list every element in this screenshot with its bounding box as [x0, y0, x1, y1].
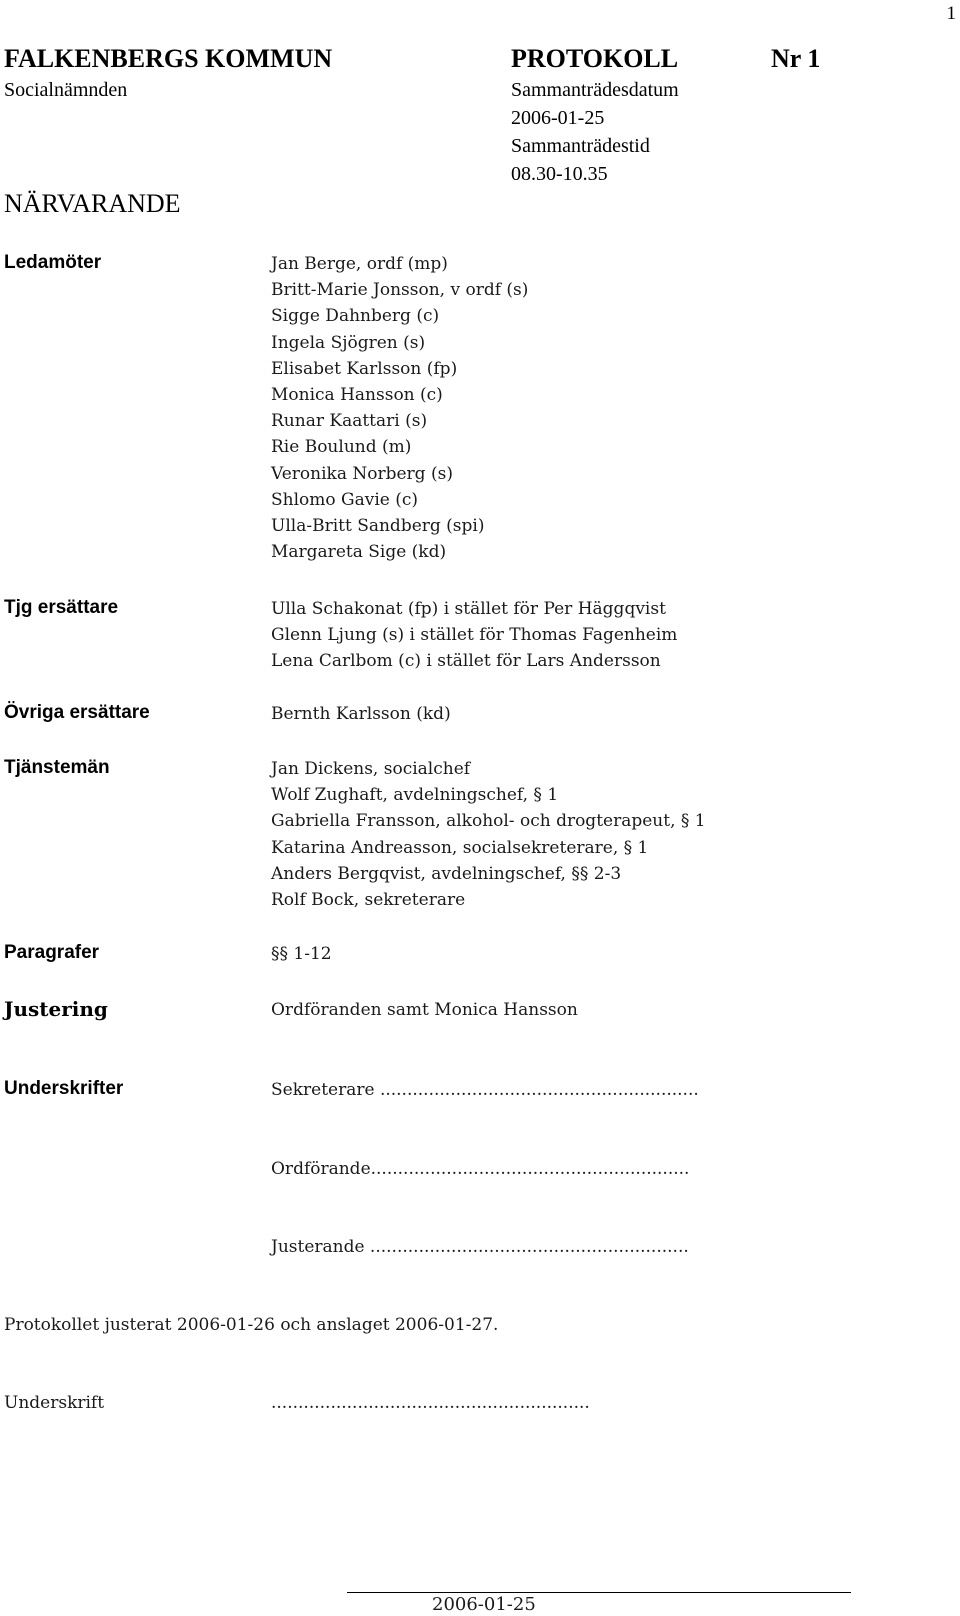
- list-item: Bernth Karlsson (kd): [271, 704, 451, 724]
- members-list: [271, 251, 528, 565]
- list-item: Britt-Marie Jonsson, v ordf (s): [271, 280, 529, 301]
- list-item: Wolf Zughaft, avdelningschef, § 1: [271, 785, 559, 806]
- paragraphs-value: §§ 1-12: [271, 944, 332, 964]
- meeting-date-value: 2006-01-25: [511, 107, 605, 129]
- list-item: Ingela Sjögren (s): [271, 332, 426, 353]
- list-item: Rolf Bock, sekreterare: [271, 889, 466, 910]
- list-item: Elisabet Karlsson (fp): [271, 358, 458, 379]
- substitutes-serving-list: [271, 596, 677, 675]
- list-item: Jan Dickens, socialchef: [271, 759, 471, 779]
- list-item: Glenn Ljung (s) i stället för Thomas Fagenheim: [271, 625, 678, 646]
- list-item: Gabriella Fransson, alkohol- och drogterapeut, § 1: [271, 811, 706, 832]
- list-item: Margareta Sige (kd): [271, 542, 447, 563]
- list-item: Runar Kaattari (s): [271, 411, 428, 432]
- substitutes-serving-label: Tjg ersättare: [4, 597, 119, 618]
- list-item: Veronika Norberg (s): [271, 463, 453, 484]
- municipality-title: FALKENBERGS KOMMUN: [4, 44, 333, 73]
- secretary-signature-line: Sekreterare ...........................................................: [271, 1080, 699, 1100]
- paragraphs-label: Paragrafer: [4, 942, 100, 963]
- list-item: Sigge Dahnberg (c): [271, 306, 440, 327]
- list-item: Anders Bergqvist, avdelningschef, §§ 2-3: [271, 863, 622, 884]
- adjusted-notice: Protokollet justerat 2006-01-26 och anslaget 2006-01-27.: [4, 1315, 499, 1335]
- other-substitutes-label: Övriga ersättare: [4, 702, 150, 723]
- list-item: Jan Berge, ordf (mp): [271, 254, 448, 274]
- list-item: Monica Hansson (c): [271, 384, 443, 405]
- list-item: Ulla Schakonat (fp) i stället för Per Häggqvist: [271, 599, 666, 619]
- signature-label: Underskrift: [4, 1393, 105, 1413]
- chair-signature-line: Ordförande...........................................................: [271, 1159, 690, 1179]
- adjustment-value: Ordföranden samt Monica Hansson: [271, 1000, 578, 1020]
- list-item: Rie Boulund (m): [271, 437, 412, 458]
- document-number: Nr 1: [771, 44, 821, 73]
- footer-rule: [347, 1592, 851, 1593]
- adjuster-signature-line: Justerande ...........................................................: [271, 1237, 689, 1257]
- meeting-date-label: Sammanträdesdatum: [511, 79, 679, 101]
- meeting-time-value: 08.30-10.35: [511, 163, 608, 185]
- other-substitutes-list: [271, 701, 451, 727]
- officials-list: [271, 756, 706, 913]
- committee-name: Socialnämnden: [4, 79, 128, 101]
- list-item: Shlomo Gavie (c): [271, 489, 419, 510]
- page-number: 1: [946, 3, 956, 24]
- signature-line: ...........................................................: [271, 1393, 590, 1413]
- meeting-time-label: Sammanträdestid: [511, 135, 650, 157]
- list-item: Lena Carlbom (c) i stället för Lars Andersson: [271, 651, 661, 672]
- members-label: Ledamöter: [4, 252, 102, 273]
- signatures-label: Underskrifter: [4, 1078, 124, 1099]
- officials-label: Tjänstemän: [4, 757, 110, 778]
- list-item: Ulla-Britt Sandberg (spi): [271, 515, 485, 536]
- document-type: PROTOKOLL: [511, 44, 679, 73]
- present-heading: NÄRVARANDE: [4, 189, 181, 218]
- list-item: Katarina Andreasson, socialsekreterare, § 1: [271, 837, 649, 858]
- adjustment-label: Justering: [4, 997, 108, 1021]
- footer-date: 2006-01-25: [432, 1594, 536, 1615]
